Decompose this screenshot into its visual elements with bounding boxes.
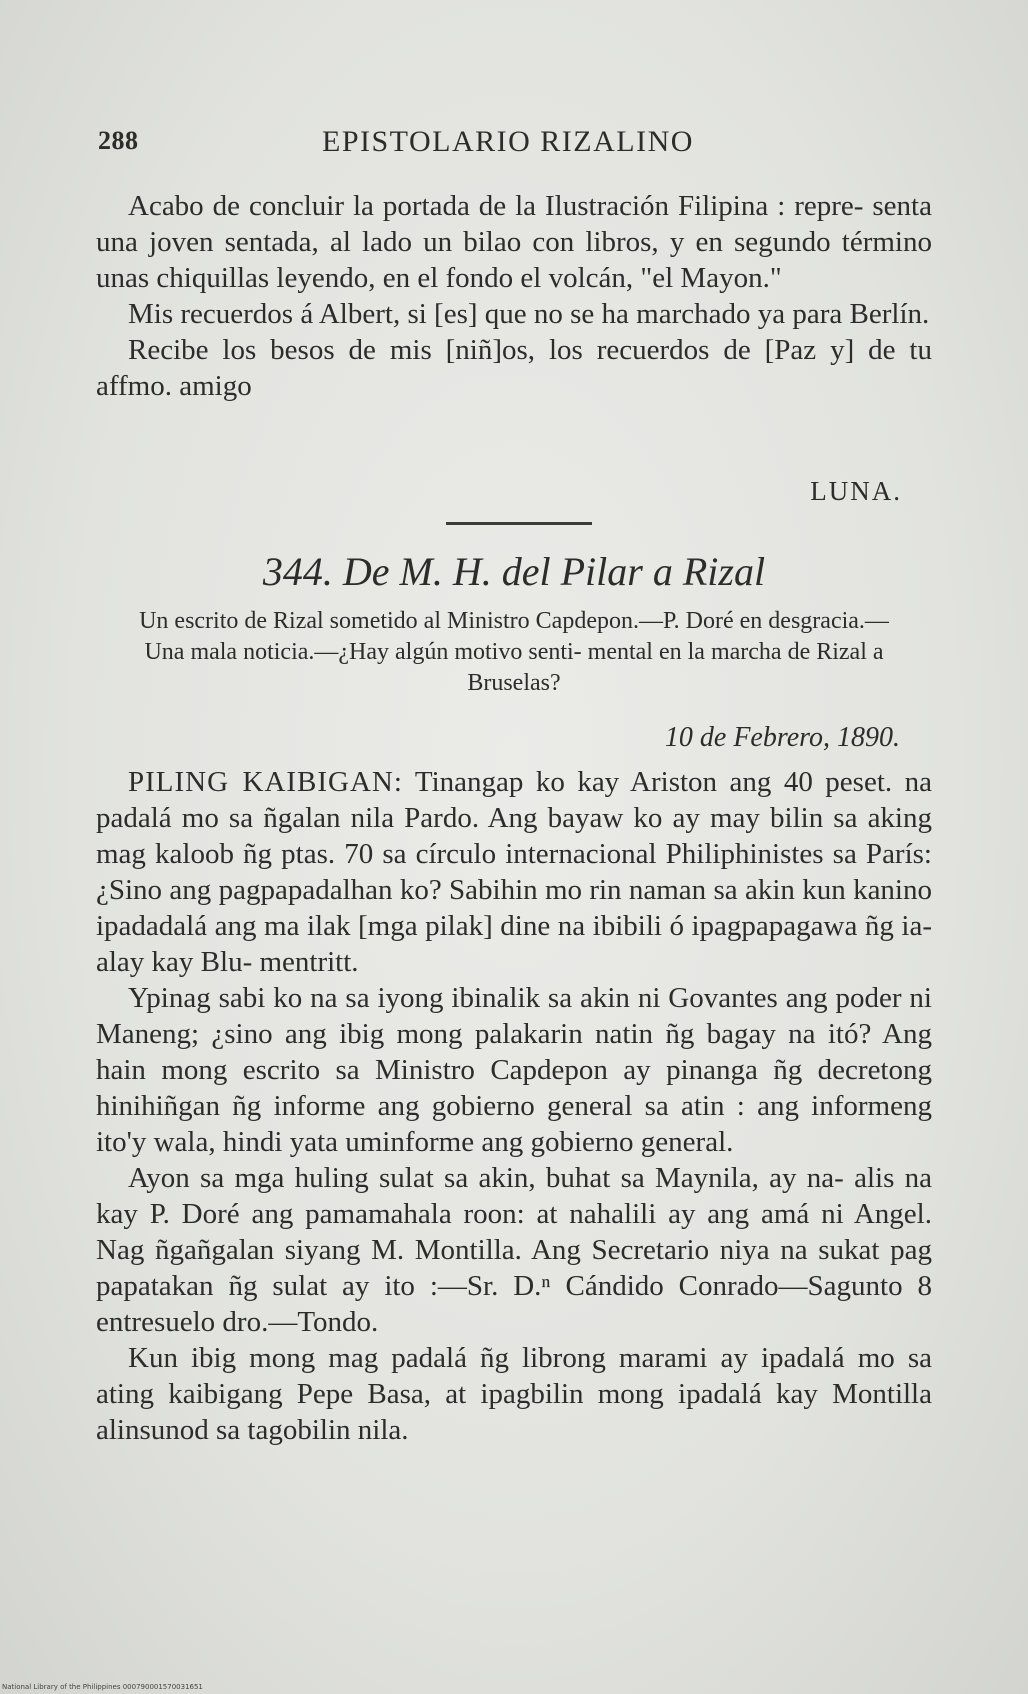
paragraph: Recibe los besos de mis [niñ]os, los recuerdos de [Paz y] de tu affmo. amigo [96, 334, 932, 402]
paragraph: Acabo de concluir la portada de la Ilustración Filipina : repre- senta una joven sentada, al lado un bilao con libros, y en segundo término unas chiquillas leyendo, en el fondo el volcán, "el Mayon." [96, 190, 932, 294]
scan-credit: National Library of the Philippines 000790001570031651 [2, 1683, 203, 1691]
paragraph: Kun ibig mong mag padalá ñg librong marami ay ipadalá mo sa ating kaibigang Pepe Basa, at ipagbilin mong ipadalá kay Montilla alinsunod sa tagobilin nila. [96, 1342, 932, 1446]
paragraph-text: Tinangap ko kay Ariston ang 40 peset. na padalá mo sa ñgalan nila Pardo. Ang bayaw ko ay may bilin sa aking mag kaloob ñg ptas. 70 sa círculo internacional Philiphinistes sa París: ¿Sino ang pagpapadalhan ko? Sabihin mo rin naman sa akin kun kanino ipadadalá ang ma ilak [mga pilak] dine na ibibili ó ipagpapagawa ñg ia-alay kay Blu- mentritt. [96, 766, 932, 978]
letter-heading: 344. De M. H. del Pilar a Rizal [262, 549, 766, 594]
paragraph: Ypinag sabi ko na sa iyong ibinalik sa akin ni Govantes ang poder ni Maneng; ¿sino ang ibig mong palakarin natin ñg bagay na itó? Ang hain mong escrito sa Ministro Capdepon ay pinanga ñg decretong hinihiñgan ñg informe ang gobierno general sa atin : ang informeng ito'y wala, hindi yata uminforme ang gobierno general. [96, 982, 932, 1158]
letter-summary: Un escrito de Rizal sometido al Ministro Capdepon.—P. Doré en desgracia.—Una mala noticia.—¿Hay algún motivo senti- mental en la marcha de Rizal a Bruselas? [139, 608, 889, 696]
letter-date: 10 de Febrero, 1890. [664, 722, 900, 753]
section-divider [446, 522, 592, 525]
page-number: 288 [98, 126, 139, 155]
previous-letter-ending [96, 188, 932, 404]
book-title: EPISTOLARIO RIZALINO [322, 125, 694, 158]
running-header [96, 126, 932, 166]
paragraph [96, 764, 932, 980]
paragraph: Ayon sa mga huling sulat sa akin, buhat sa Maynila, ay na- alis na kay P. Doré ang pamamahala roon: at nahalili ay ang amá ni Angel. Nag ñgañgalan siyang M. Montilla. Ang Secretario niya na sukat pag papatakan ñg sulat ay ito :—Sr. D.ⁿ Cándido Conrado—Sagunto 8 entresuelo dro.—Tondo. [96, 1162, 932, 1338]
salutation: PILING KAIBIGAN: [128, 766, 403, 798]
letter-body [96, 764, 932, 1448]
paragraph: Mis recuerdos á Albert, si [es] que no se ha marchado ya para Berlín. [128, 298, 930, 330]
signature: LUNA. [810, 476, 902, 506]
